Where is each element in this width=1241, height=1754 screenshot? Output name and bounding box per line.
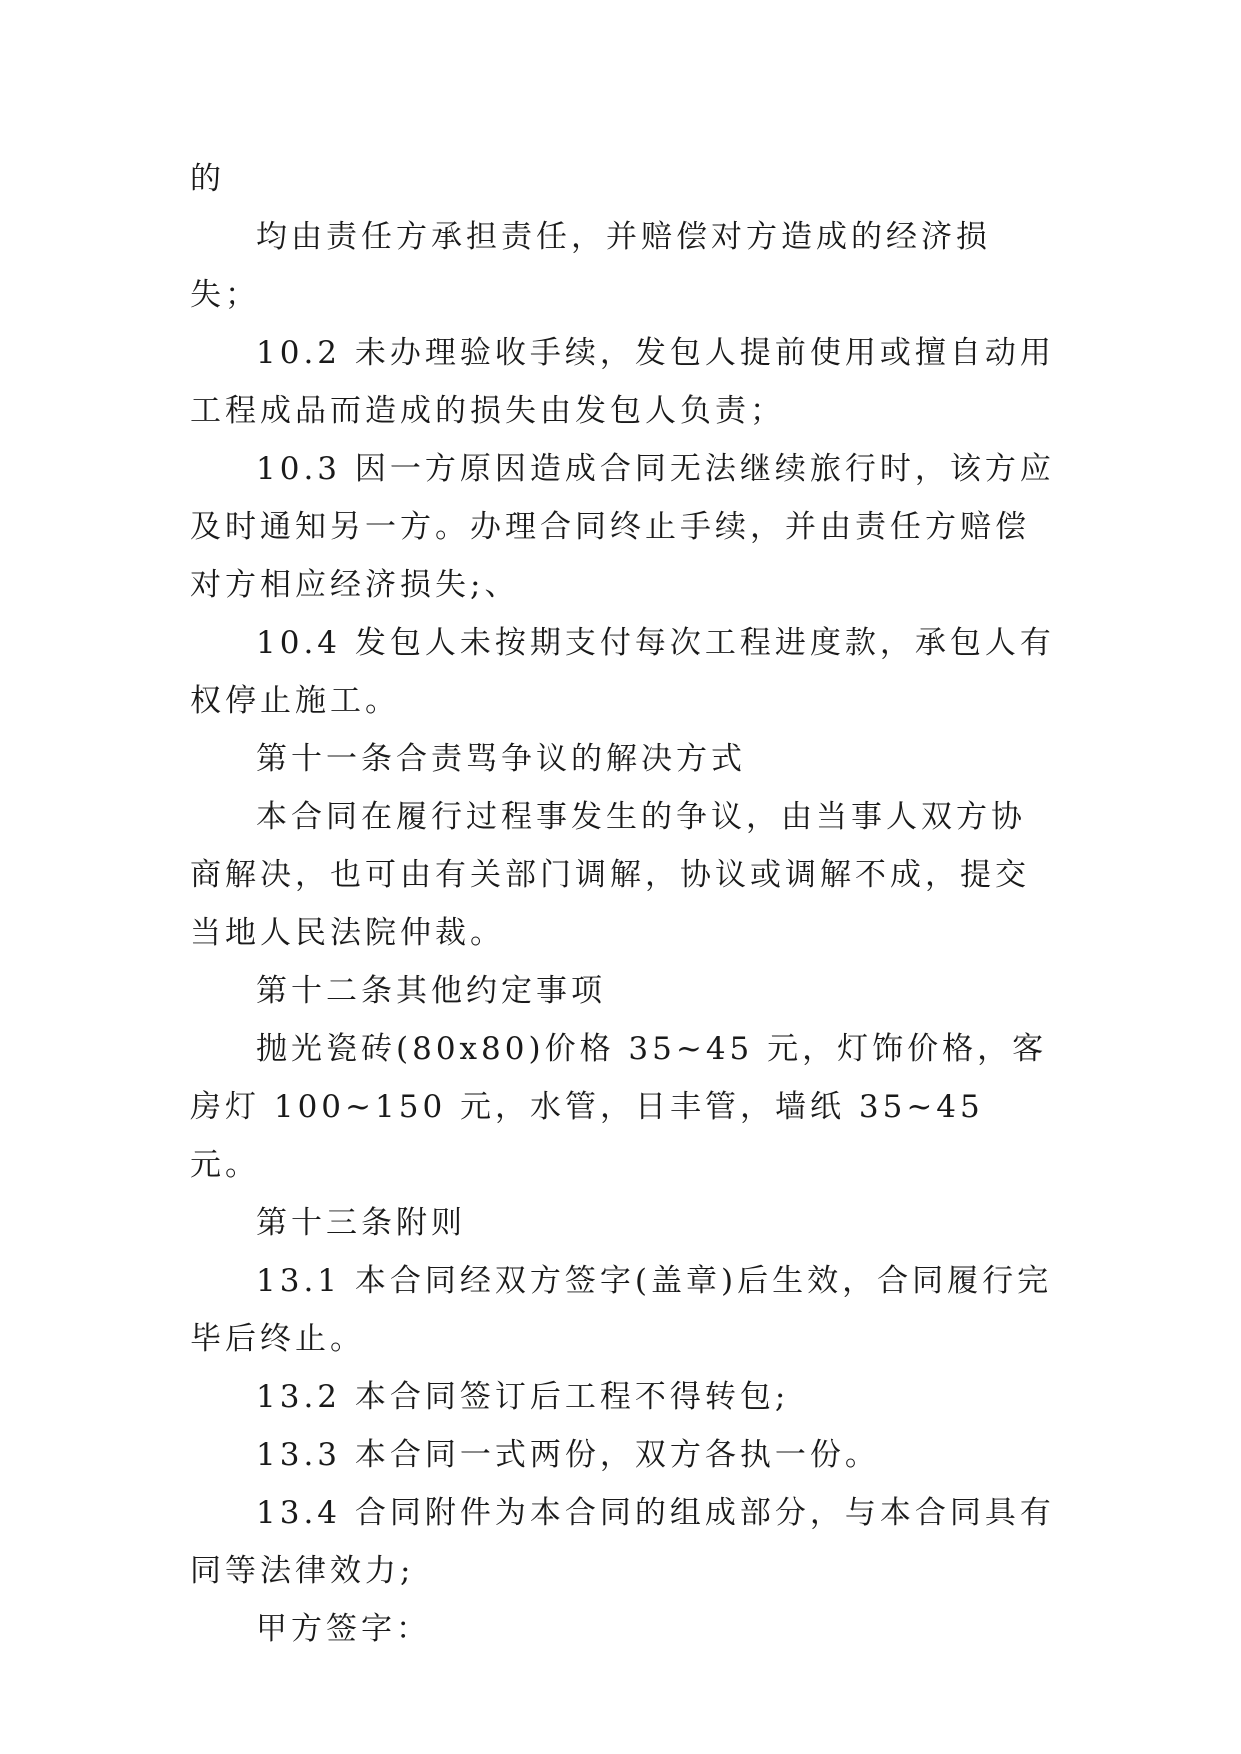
article-12-body: 抛光瓷砖(80x80)价格 35~45 元，灯饰价格，客房灯 100~150 元，水管，日丰管，墙纸 35~45 元。 [190, 1031, 1048, 1183]
article-12-heading: 第十二条其他约定事项 [256, 973, 606, 1009]
paragraph-liability: 均由责任方承担责任，并赔偿对方造成的经济损失； [190, 219, 991, 313]
clause-10-3: 10.3 因一方原因造成合同无法继续旅行时，该方应及时通知另一方。办理合同终止手续，并由责任方赔偿对方相应经济损失;、 [190, 451, 1055, 603]
article-11-heading: 第十一条合责骂争议的解决方式 [256, 741, 746, 777]
document-body [190, 150, 1060, 1658]
paragraph-continuation: 的 [190, 161, 225, 197]
article-11-body: 本合同在履行过程事发生的争议，由当事人双方协商解决，也可由有关部门调解，协议或调解不成，提交当地人民法院仲裁。 [190, 799, 1030, 951]
clause-13-4: 13.4 合同附件为本合同的组成部分，与本合同具有同等法律效力; [190, 1495, 1055, 1589]
party-a-signature-label: 甲方签字： [256, 1611, 431, 1647]
clause-10-2: 10.2 未办理验收手续，发包人提前使用或擅自动用工程成品而造成的损失由发包人负责； [190, 335, 1055, 429]
article-13-heading: 第十三条附则 [256, 1205, 466, 1241]
clause-13-3: 13.3 本合同一式两份，双方各执一份。 [256, 1437, 880, 1473]
clause-13-2: 13.2 本合同签订后工程不得转包; [256, 1379, 790, 1415]
clause-13-1: 13.1 本合同经双方签字(盖章)后生效，合同履行完毕后终止。 [190, 1263, 1053, 1357]
clause-10-4: 10.4 发包人未按期支付每次工程进度款，承包人有权停止施工。 [190, 625, 1055, 719]
